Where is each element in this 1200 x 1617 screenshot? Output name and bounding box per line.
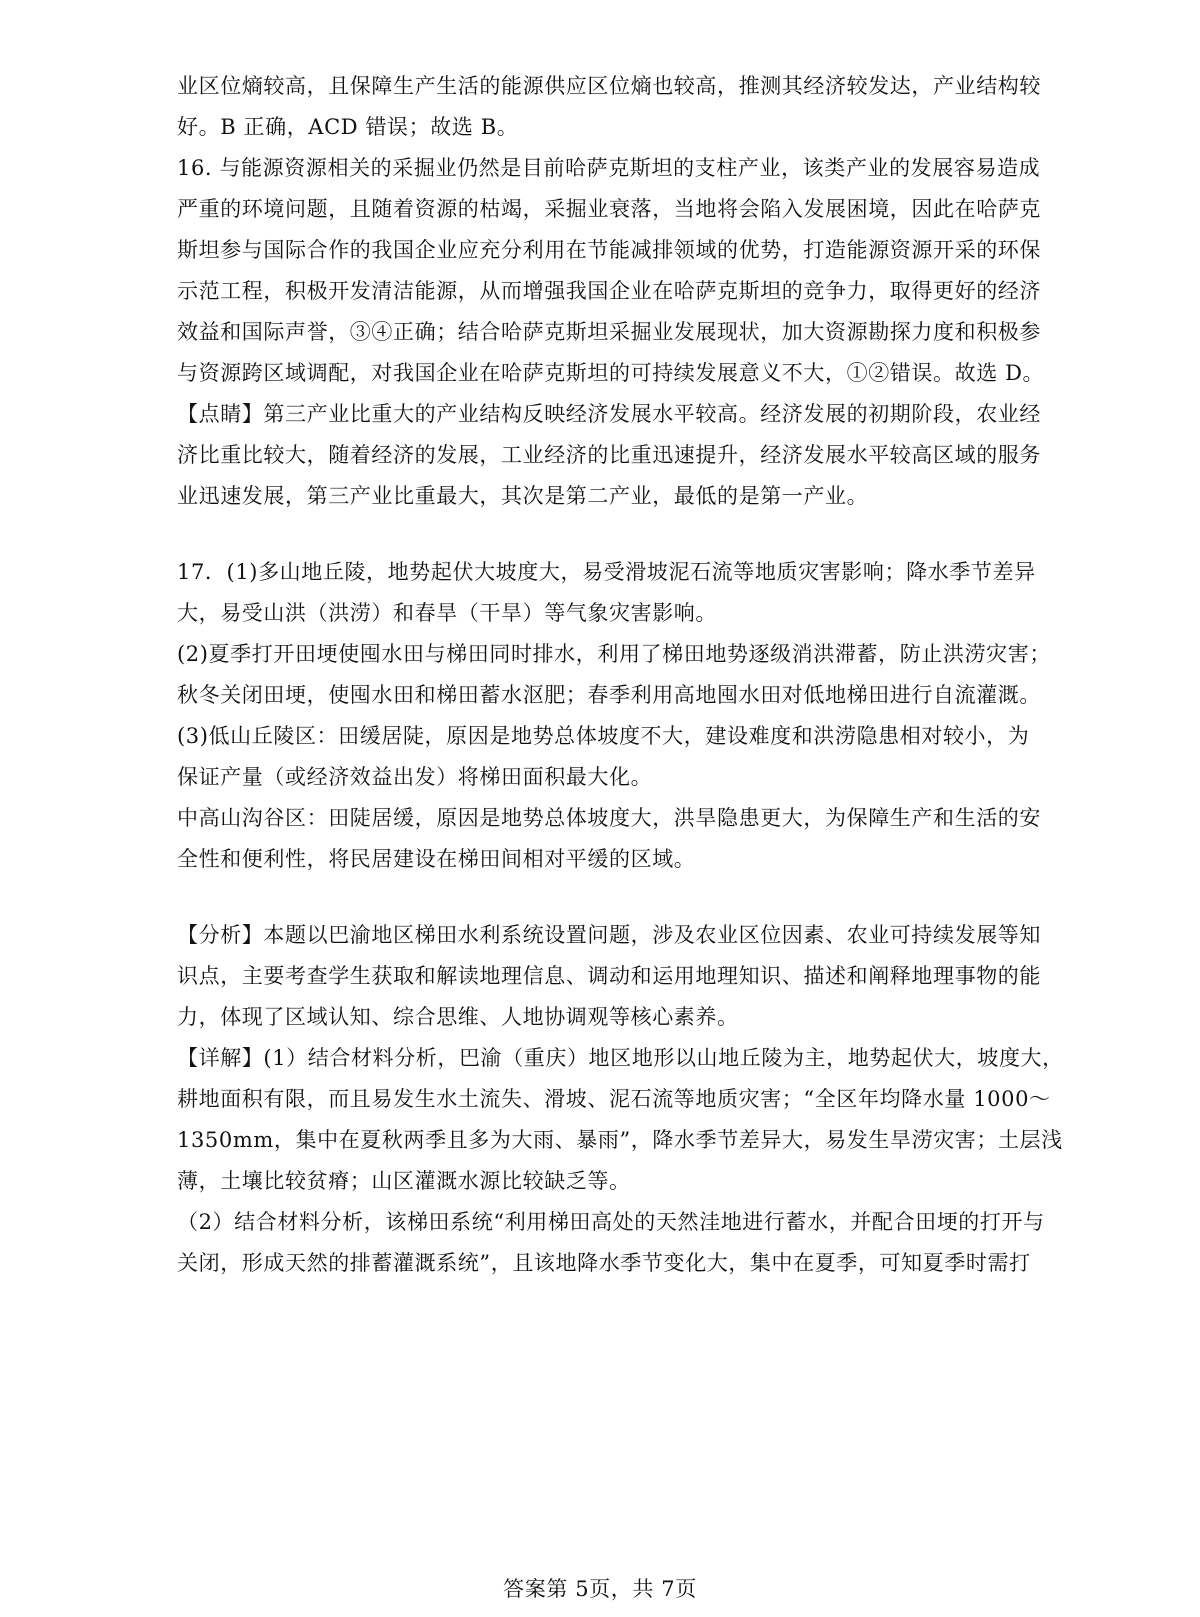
- text-line: 好。B 正确，ACD 错误；故选 B。: [177, 115, 519, 139]
- text-line: 示范工程，积极开发清洁能源，从而增强我国企业在哈萨克斯坦的竞争力，取得更好的经济: [177, 279, 1041, 303]
- text-line: 严重的环境问题，且随着资源的枯竭，采掘业衰落，当地将会陷入发展困境，因此在哈萨克: [177, 197, 1041, 221]
- text-line: 斯坦参与国际合作的我国企业应充分利用在节能减排领域的优势，打造能源资源开采的环保: [177, 238, 1041, 262]
- text-line: 力，体现了区域认知、综合思维、人地协调观等核心素养。: [177, 1005, 739, 1029]
- text-line: 中高山沟谷区：田陡居缓，原因是地势总体坡度大，洪旱隐患更大，为保障生产和生活的安: [177, 806, 1041, 830]
- text-line: (3)低山丘陵区：田缓居陡，原因是地势总体坡度不大，建设难度和洪涝隐患相对较小，为: [177, 724, 1030, 748]
- answer-block-15-16: [177, 66, 1045, 517]
- spacer: [177, 517, 1037, 552]
- text-line: 秋冬关闭田埂，使囤水田和梯田蓄水沤肥；春季利用高地囤水田对低地梯田进行自流灌溉。: [177, 683, 1041, 707]
- answer-content: [177, 66, 1064, 1284]
- text-line: (2)夏季打开田埂使囤水田与梯田同时排水，利用了梯田地势逐级消洪滞蓄，防止洪涝灾害；: [177, 642, 1051, 666]
- text-line: 效益和国际声誉，③④正确；结合哈萨克斯坦采掘业发展现状，加大资源勘探力度和积极参: [177, 320, 1041, 344]
- text-line: 业迅速发展，第三产业比重最大，其次是第二产业，最低的是第一产业。: [177, 484, 869, 508]
- page-footer: 答案第 5页，共 7页: [503, 1577, 697, 1601]
- text-line: 关闭，形成天然的排蓄灌溉系统”，且该地降水季节变化大，集中在夏季，可知夏季时需打: [177, 1251, 1031, 1275]
- analysis-block: [177, 915, 1064, 1284]
- text-line: 与资源跨区域调配，对我国企业在哈萨克斯坦的可持续发展意义不大，①②错误。故选 D。: [177, 361, 1045, 385]
- text-line: 【点睛】第三产业比重大的产业结构反映经济发展水平较高。经济发展的初期阶段，农业经: [177, 402, 1041, 426]
- text-line: 识点，主要考查学生获取和解读地理信息、调动和运用地理知识、描述和阐释地理事物的能: [177, 964, 1041, 988]
- text-line: 济比重比较大，随着经济的发展，工业经济的比重迅速提升，经济发展水平较高区域的服务: [177, 443, 1041, 467]
- text-line: （2）结合材料分析，该梯田系统“利用梯田高处的天然洼地进行蓄水，并配合田埂的打开与: [177, 1210, 1045, 1234]
- text-line: 16. 与能源资源相关的采掘业仍然是目前哈萨克斯坦的支柱产业，该类产业的发展容易造成: [177, 156, 1041, 180]
- text-line: 大，易受山洪（洪涝）和春旱（干旱）等气象灾害影响。: [177, 601, 717, 625]
- text-line: 耕地面积有限，而且易发生水土流失、滑坡、泥石流等地质灾害；“全区年均降水量 1000～: [177, 1087, 1051, 1111]
- text-line: 保证产量（或经济效益出发）将梯田面积最大化。: [177, 765, 653, 789]
- spacer: [177, 880, 1037, 915]
- text-line: 业区位熵较高，且保障生产生活的能源供应区位熵也较高，推测其经济较发达，产业结构较: [177, 74, 1041, 98]
- text-line: 17．(1)多山地丘陵，地势起伏大坡度大，易受滑坡泥石流等地质灾害影响；降水季节差异: [177, 560, 1036, 584]
- text-line: 全性和便利性，将民居建设在梯田间相对平缓的区域。: [177, 847, 696, 871]
- answer-block-17: [177, 552, 1051, 880]
- text-line: 薄，土壤比较贫瘠；山区灌溉水源比较缺乏等。: [177, 1169, 631, 1193]
- text-line: 【详解】(1）结合材料分析，巴渝（重庆）地区地形以山地丘陵为主，地势起伏大，坡度大，: [177, 1046, 1064, 1070]
- text-line: 【分析】本题以巴渝地区梯田水利系统设置问题，涉及农业区位因素、农业可持续发展等知: [177, 923, 1041, 947]
- text-line: 1350mm，集中在夏秋两季且多为大雨、暴雨”，降水季节差异大，易发生旱涝灾害；土层浅: [177, 1128, 1063, 1152]
